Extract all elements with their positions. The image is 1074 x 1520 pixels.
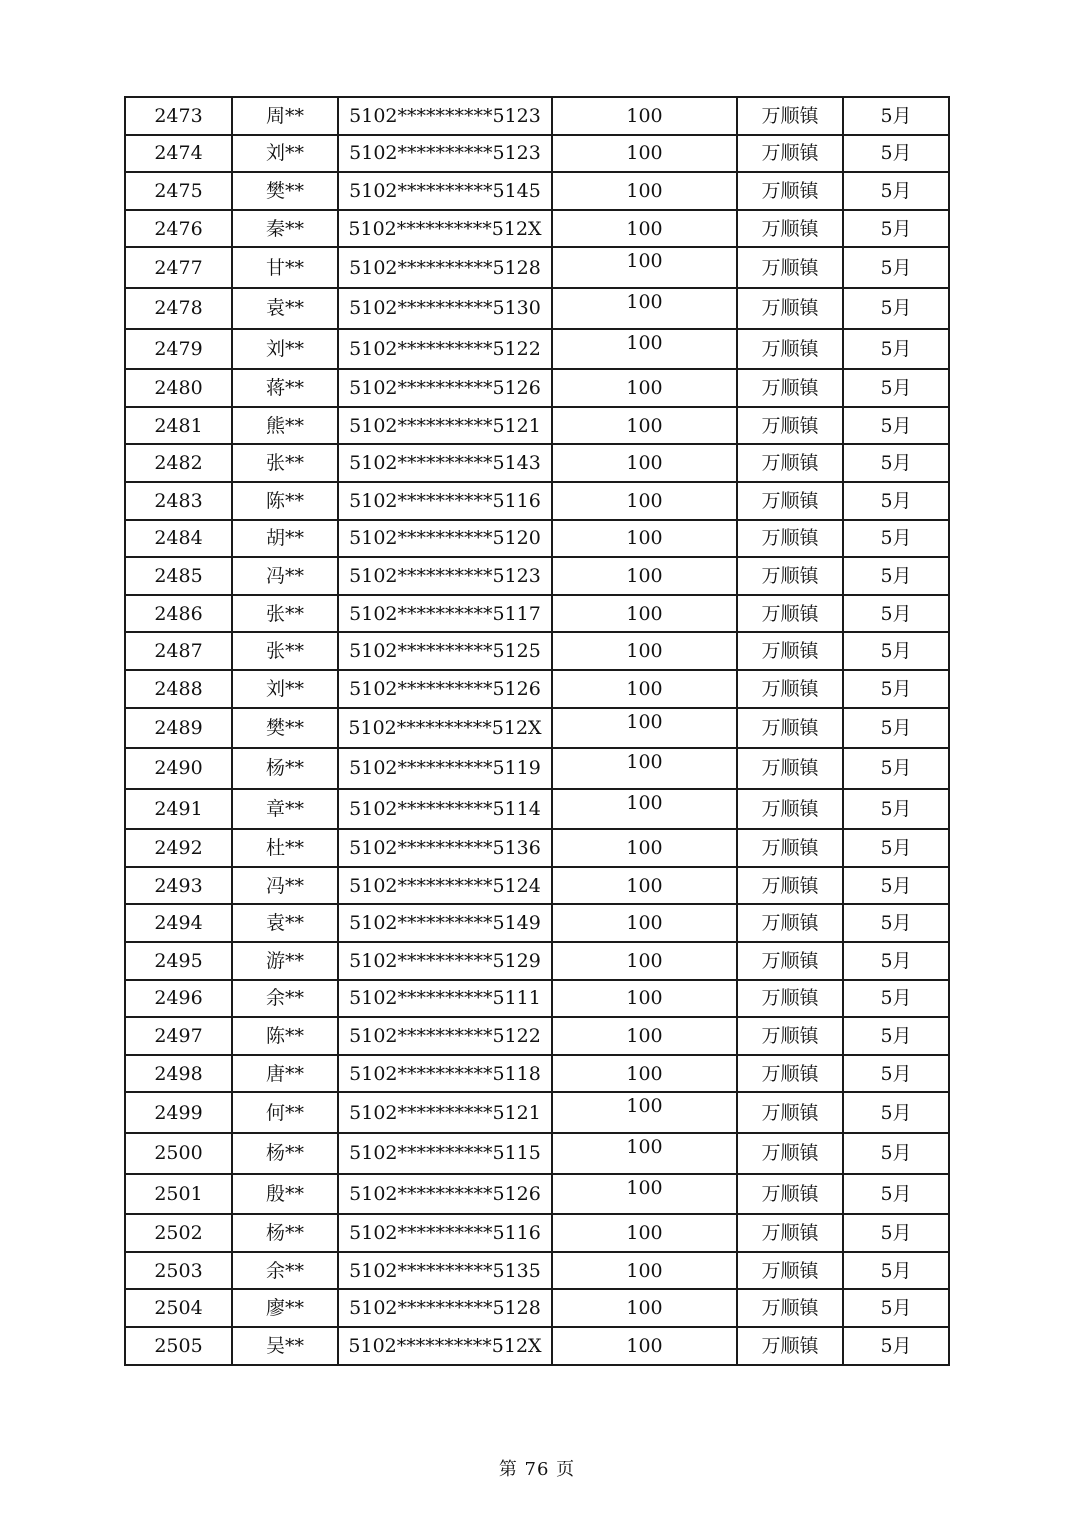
cell-amount: 100	[552, 329, 737, 370]
cell-name: 熊**	[232, 407, 338, 445]
cell-month: 5月	[843, 1055, 949, 1093]
cell-month: 5月	[843, 482, 949, 520]
cell-serial-number: 2496	[125, 980, 232, 1018]
cell-name: 樊**	[232, 172, 338, 210]
cell-month: 5月	[843, 135, 949, 173]
table-row	[125, 1092, 949, 1133]
cell-id-number: 5102**********5126	[338, 1174, 552, 1215]
table-row	[125, 632, 949, 670]
cell-amount: 100	[552, 829, 737, 867]
cell-town: 万顺镇	[737, 1174, 843, 1215]
cell-amount: 100	[552, 867, 737, 905]
table-row	[125, 1289, 949, 1327]
cell-id-number: 5102**********5116	[338, 1214, 552, 1252]
table-row	[125, 595, 949, 633]
cell-amount: 100	[552, 444, 737, 482]
cell-serial-number: 2499	[125, 1092, 232, 1133]
cell-name: 杨**	[232, 1214, 338, 1252]
cell-serial-number: 2474	[125, 135, 232, 173]
cell-serial-number: 2502	[125, 1214, 232, 1252]
cell-town: 万顺镇	[737, 369, 843, 407]
cell-month: 5月	[843, 520, 949, 558]
cell-name: 蒋**	[232, 369, 338, 407]
cell-name: 唐**	[232, 1055, 338, 1093]
cell-amount: 100	[552, 557, 737, 595]
cell-amount: 100	[552, 1214, 737, 1252]
cell-name: 余**	[232, 980, 338, 1018]
cell-town: 万顺镇	[737, 557, 843, 595]
cell-id-number: 5102**********5136	[338, 829, 552, 867]
cell-amount: 100	[552, 520, 737, 558]
cell-amount: 100	[552, 1092, 737, 1133]
cell-serial-number: 2503	[125, 1252, 232, 1290]
cell-name: 杨**	[232, 748, 338, 789]
cell-name: 游**	[232, 942, 338, 980]
cell-amount: 100	[552, 1327, 737, 1365]
cell-month: 5月	[843, 369, 949, 407]
cell-month: 5月	[843, 444, 949, 482]
cell-town: 万顺镇	[737, 135, 843, 173]
table-row	[125, 97, 949, 135]
cell-name: 陈**	[232, 1017, 338, 1055]
cell-amount: 100	[552, 1252, 737, 1290]
cell-month: 5月	[843, 632, 949, 670]
cell-month: 5月	[843, 595, 949, 633]
cell-amount: 100	[552, 1055, 737, 1093]
cell-town: 万顺镇	[737, 1252, 843, 1290]
cell-serial-number: 2480	[125, 369, 232, 407]
cell-id-number: 5102**********5116	[338, 482, 552, 520]
cell-name: 张**	[232, 444, 338, 482]
cell-serial-number: 2504	[125, 1289, 232, 1327]
cell-town: 万顺镇	[737, 1214, 843, 1252]
cell-serial-number: 2475	[125, 172, 232, 210]
cell-id-number: 5102**********5111	[338, 980, 552, 1018]
cell-serial-number: 2479	[125, 329, 232, 370]
cell-town: 万顺镇	[737, 1289, 843, 1327]
cell-serial-number: 2488	[125, 670, 232, 708]
cell-town: 万顺镇	[737, 632, 843, 670]
cell-month: 5月	[843, 1327, 949, 1365]
table-row	[125, 748, 949, 789]
table-row	[125, 329, 949, 370]
cell-month: 5月	[843, 329, 949, 370]
cell-serial-number: 2482	[125, 444, 232, 482]
cell-town: 万顺镇	[737, 748, 843, 789]
cell-name: 刘**	[232, 135, 338, 173]
table-row	[125, 407, 949, 445]
cell-month: 5月	[843, 1092, 949, 1133]
cell-amount: 100	[552, 748, 737, 789]
table-row	[125, 135, 949, 173]
cell-town: 万顺镇	[737, 595, 843, 633]
cell-month: 5月	[843, 288, 949, 329]
cell-town: 万顺镇	[737, 670, 843, 708]
cell-id-number: 5102**********5145	[338, 172, 552, 210]
cell-serial-number: 2492	[125, 829, 232, 867]
table-row	[125, 904, 949, 942]
cell-name: 张**	[232, 632, 338, 670]
table-row	[125, 172, 949, 210]
cell-id-number: 5102**********5122	[338, 1017, 552, 1055]
cell-serial-number: 2483	[125, 482, 232, 520]
cell-name: 冯**	[232, 867, 338, 905]
cell-id-number: 5102**********5130	[338, 288, 552, 329]
cell-month: 5月	[843, 942, 949, 980]
cell-id-number: 5102**********5117	[338, 595, 552, 633]
cell-amount: 100	[552, 1289, 737, 1327]
cell-id-number: 5102**********5128	[338, 1289, 552, 1327]
roster-table-body	[125, 97, 949, 1365]
cell-amount: 100	[552, 670, 737, 708]
table-row	[125, 942, 949, 980]
cell-town: 万顺镇	[737, 97, 843, 135]
cell-id-number: 5102**********5123	[338, 557, 552, 595]
page-number: 第 76 页	[498, 1459, 576, 1480]
cell-town: 万顺镇	[737, 789, 843, 830]
cell-id-number: 5102**********512X	[338, 1327, 552, 1365]
cell-serial-number: 2497	[125, 1017, 232, 1055]
cell-serial-number: 2477	[125, 247, 232, 288]
cell-month: 5月	[843, 172, 949, 210]
cell-name: 刘**	[232, 329, 338, 370]
table-row	[125, 980, 949, 1018]
cell-month: 5月	[843, 867, 949, 905]
table-row	[125, 829, 949, 867]
table-row	[125, 1214, 949, 1252]
cell-serial-number: 2501	[125, 1174, 232, 1215]
cell-amount: 100	[552, 407, 737, 445]
table-row	[125, 1327, 949, 1365]
cell-month: 5月	[843, 904, 949, 942]
cell-month: 5月	[843, 97, 949, 135]
table-row	[125, 210, 949, 248]
cell-town: 万顺镇	[737, 444, 843, 482]
cell-serial-number: 2478	[125, 288, 232, 329]
cell-town: 万顺镇	[737, 1017, 843, 1055]
cell-amount: 100	[552, 708, 737, 749]
table-row	[125, 1133, 949, 1174]
cell-amount: 100	[552, 288, 737, 329]
cell-name: 周**	[232, 97, 338, 135]
cell-name: 殷**	[232, 1174, 338, 1215]
cell-amount: 100	[552, 595, 737, 633]
cell-id-number: 5102**********5128	[338, 247, 552, 288]
cell-id-number: 5102**********5114	[338, 789, 552, 830]
cell-serial-number: 2481	[125, 407, 232, 445]
cell-amount: 100	[552, 1017, 737, 1055]
cell-id-number: 5102**********512X	[338, 210, 552, 248]
cell-town: 万顺镇	[737, 1055, 843, 1093]
cell-month: 5月	[843, 789, 949, 830]
cell-amount: 100	[552, 789, 737, 830]
cell-town: 万顺镇	[737, 210, 843, 248]
cell-id-number: 5102**********5135	[338, 1252, 552, 1290]
cell-name: 何**	[232, 1092, 338, 1133]
cell-month: 5月	[843, 1133, 949, 1174]
cell-id-number: 5102**********5122	[338, 329, 552, 370]
cell-id-number: 5102**********5143	[338, 444, 552, 482]
cell-id-number: 5102**********5119	[338, 748, 552, 789]
cell-month: 5月	[843, 748, 949, 789]
cell-id-number: 5102**********5126	[338, 670, 552, 708]
cell-month: 5月	[843, 1017, 949, 1055]
table-row	[125, 1174, 949, 1215]
cell-serial-number: 2490	[125, 748, 232, 789]
cell-amount: 100	[552, 172, 737, 210]
cell-serial-number: 2486	[125, 595, 232, 633]
cell-serial-number: 2476	[125, 210, 232, 248]
cell-month: 5月	[843, 1174, 949, 1215]
cell-town: 万顺镇	[737, 288, 843, 329]
cell-town: 万顺镇	[737, 172, 843, 210]
cell-name: 胡**	[232, 520, 338, 558]
cell-town: 万顺镇	[737, 482, 843, 520]
cell-amount: 100	[552, 942, 737, 980]
cell-town: 万顺镇	[737, 942, 843, 980]
cell-town: 万顺镇	[737, 1133, 843, 1174]
cell-month: 5月	[843, 708, 949, 749]
cell-name: 廖**	[232, 1289, 338, 1327]
cell-amount: 100	[552, 1174, 737, 1215]
cell-month: 5月	[843, 1214, 949, 1252]
table-row	[125, 1055, 949, 1093]
cell-amount: 100	[552, 369, 737, 407]
cell-serial-number: 2487	[125, 632, 232, 670]
table-row	[125, 247, 949, 288]
table-row	[125, 1017, 949, 1055]
cell-month: 5月	[843, 980, 949, 1018]
roster-table	[124, 96, 950, 1366]
cell-serial-number: 2493	[125, 867, 232, 905]
cell-name: 袁**	[232, 288, 338, 329]
cell-amount: 100	[552, 904, 737, 942]
cell-id-number: 5102**********5120	[338, 520, 552, 558]
cell-serial-number: 2489	[125, 708, 232, 749]
table-row	[125, 444, 949, 482]
cell-month: 5月	[843, 247, 949, 288]
cell-name: 刘**	[232, 670, 338, 708]
cell-town: 万顺镇	[737, 247, 843, 288]
cell-serial-number: 2500	[125, 1133, 232, 1174]
cell-town: 万顺镇	[737, 1092, 843, 1133]
cell-month: 5月	[843, 1289, 949, 1327]
cell-serial-number: 2505	[125, 1327, 232, 1365]
cell-town: 万顺镇	[737, 867, 843, 905]
cell-serial-number: 2491	[125, 789, 232, 830]
cell-amount: 100	[552, 1133, 737, 1174]
cell-amount: 100	[552, 97, 737, 135]
cell-id-number: 5102**********5121	[338, 1092, 552, 1133]
cell-name: 樊**	[232, 708, 338, 749]
cell-name: 吴**	[232, 1327, 338, 1365]
table-row	[125, 867, 949, 905]
table-row	[125, 520, 949, 558]
cell-serial-number: 2498	[125, 1055, 232, 1093]
table-row	[125, 288, 949, 329]
cell-amount: 100	[552, 247, 737, 288]
cell-name: 甘**	[232, 247, 338, 288]
cell-name: 袁**	[232, 904, 338, 942]
cell-name: 秦**	[232, 210, 338, 248]
cell-id-number: 5102**********5126	[338, 369, 552, 407]
cell-amount: 100	[552, 135, 737, 173]
cell-month: 5月	[843, 1252, 949, 1290]
cell-town: 万顺镇	[737, 980, 843, 1018]
table-row	[125, 789, 949, 830]
table-row	[125, 708, 949, 749]
cell-id-number: 5102**********5129	[338, 942, 552, 980]
cell-id-number: 5102**********5121	[338, 407, 552, 445]
cell-name: 张**	[232, 595, 338, 633]
cell-id-number: 5102**********512X	[338, 708, 552, 749]
cell-month: 5月	[843, 829, 949, 867]
cell-month: 5月	[843, 407, 949, 445]
cell-name: 冯**	[232, 557, 338, 595]
cell-serial-number: 2484	[125, 520, 232, 558]
cell-id-number: 5102**********5123	[338, 97, 552, 135]
table-row	[125, 670, 949, 708]
cell-town: 万顺镇	[737, 829, 843, 867]
cell-serial-number: 2485	[125, 557, 232, 595]
cell-town: 万顺镇	[737, 520, 843, 558]
cell-name: 杨**	[232, 1133, 338, 1174]
cell-amount: 100	[552, 632, 737, 670]
table-row	[125, 557, 949, 595]
cell-town: 万顺镇	[737, 329, 843, 370]
cell-id-number: 5102**********5115	[338, 1133, 552, 1174]
cell-amount: 100	[552, 482, 737, 520]
cell-town: 万顺镇	[737, 708, 843, 749]
cell-id-number: 5102**********5123	[338, 135, 552, 173]
cell-id-number: 5102**********5124	[338, 867, 552, 905]
cell-name: 杜**	[232, 829, 338, 867]
cell-serial-number: 2495	[125, 942, 232, 980]
cell-amount: 100	[552, 210, 737, 248]
cell-serial-number: 2494	[125, 904, 232, 942]
cell-name: 章**	[232, 789, 338, 830]
cell-serial-number: 2473	[125, 97, 232, 135]
cell-month: 5月	[843, 557, 949, 595]
table-row	[125, 1252, 949, 1290]
table-row	[125, 369, 949, 407]
table-row	[125, 482, 949, 520]
cell-amount: 100	[552, 980, 737, 1018]
cell-id-number: 5102**********5125	[338, 632, 552, 670]
cell-id-number: 5102**********5149	[338, 904, 552, 942]
cell-name: 陈**	[232, 482, 338, 520]
cell-town: 万顺镇	[737, 407, 843, 445]
cell-town: 万顺镇	[737, 904, 843, 942]
cell-name: 余**	[232, 1252, 338, 1290]
cell-id-number: 5102**********5118	[338, 1055, 552, 1093]
cell-town: 万顺镇	[737, 1327, 843, 1365]
cell-month: 5月	[843, 670, 949, 708]
cell-month: 5月	[843, 210, 949, 248]
